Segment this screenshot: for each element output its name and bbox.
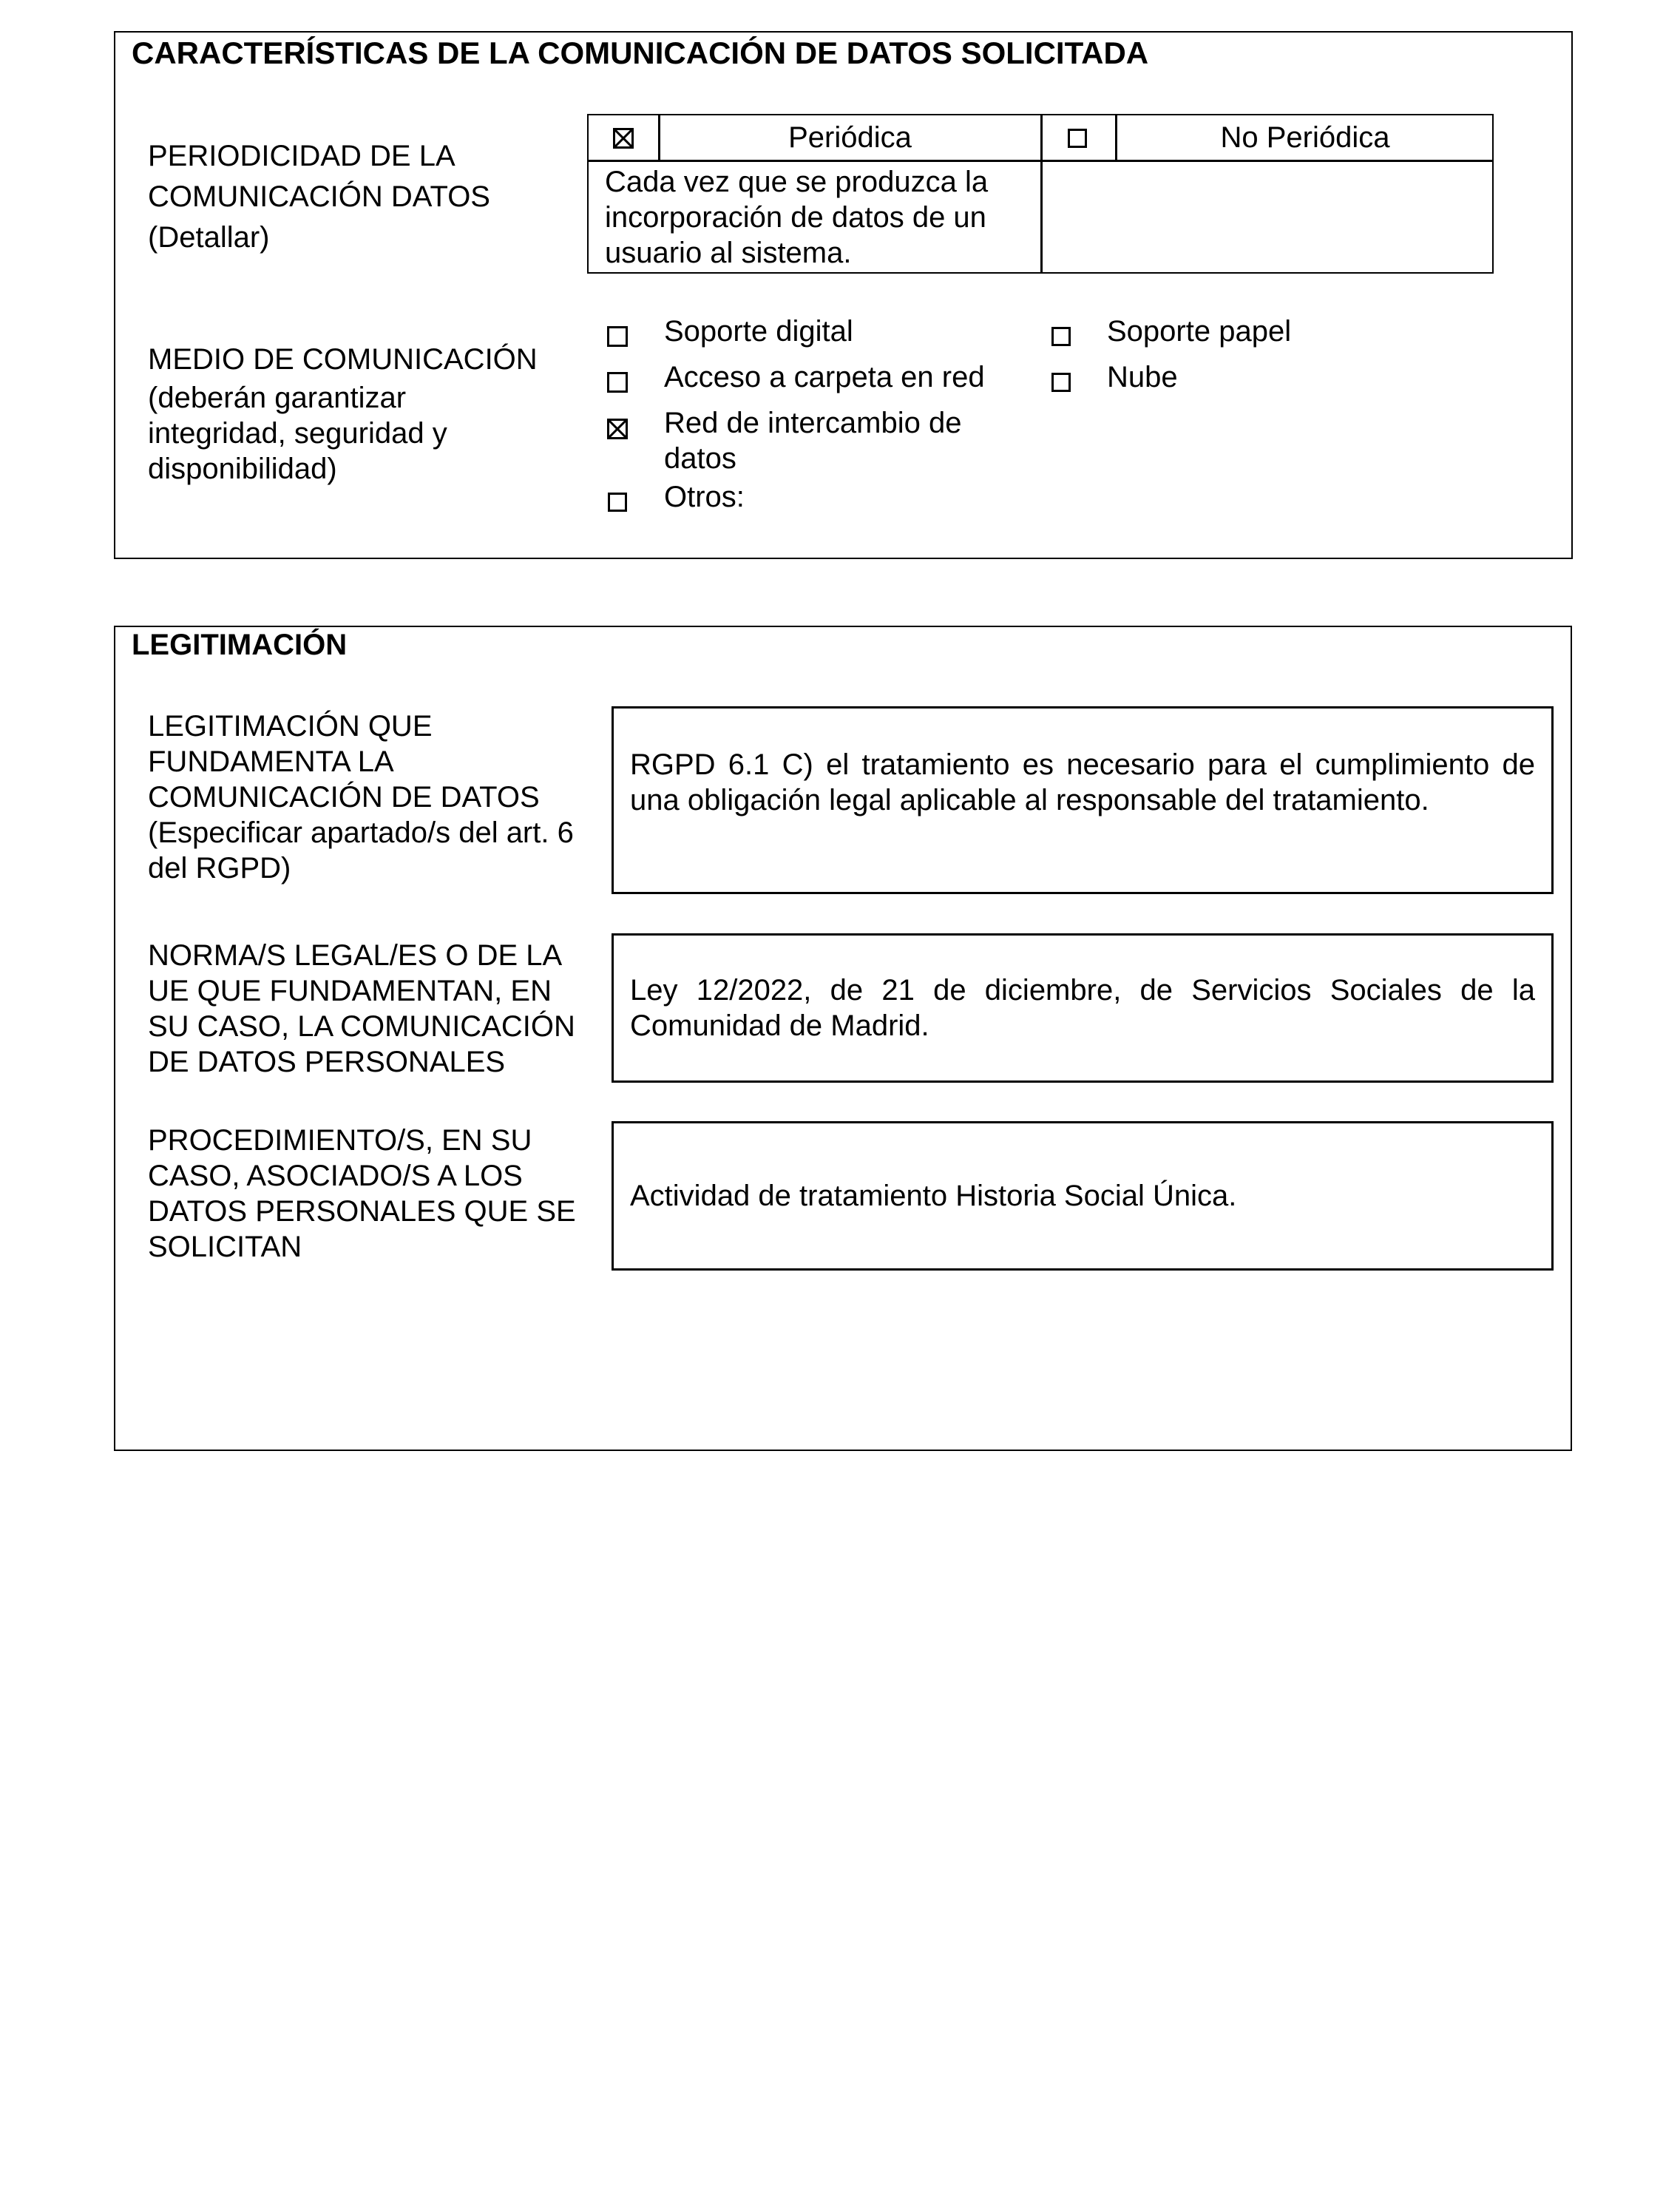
norma-legal-value-line: Ley 12/2022, de 21 de diciembre, de Servicios Sociales de la	[630, 974, 1535, 1007]
procedimiento-label-line: PROCEDIMIENTO/S, EN SU	[148, 1124, 532, 1157]
soporte-papel-checkbox[interactable]	[1051, 327, 1071, 346]
medio-label-line: MEDIO DE COMUNICACIÓN	[148, 343, 538, 376]
acceso-carpeta-red-checkbox[interactable]	[607, 372, 628, 393]
legitimacion-value-line: una obligación legal aplicable al responsable del tratamiento.	[630, 784, 1429, 816]
acceso-carpeta-red-label: Acceso a carpeta en red	[664, 361, 985, 393]
soporte-digital-label: Soporte digital	[664, 315, 853, 348]
periodica-detail-line: usuario al sistema.	[605, 237, 852, 269]
nube-label: Nube	[1107, 361, 1178, 393]
medio-label-line: integridad, seguridad y	[148, 417, 447, 450]
procedimiento-value	[630, 1178, 1535, 1214]
red-intercambio-label	[664, 405, 961, 476]
legitimacion-label	[148, 708, 606, 886]
norma-legal-value-box	[612, 933, 1554, 1083]
norma-legal-value-line: Comunidad de Madrid.	[630, 1009, 929, 1042]
legitimacion-value-line: RGPD 6.1 C) el tratamiento es necesario para el cumplimiento de	[630, 748, 1535, 781]
nube-checkbox[interactable]	[1051, 373, 1071, 392]
periodica-detail	[605, 164, 1034, 271]
no-periodica-checkbox[interactable]	[1068, 129, 1087, 148]
procedimiento-label-line: CASO, ASOCIADO/S A LOS	[148, 1160, 523, 1192]
periodica-checkbox[interactable]	[613, 128, 634, 149]
norma-legal-value	[630, 973, 1535, 1044]
legitimacion-label-line: FUNDAMENTA LA	[148, 745, 394, 778]
otros-checkbox[interactable]	[608, 493, 627, 512]
legitimacion-value	[630, 747, 1535, 818]
periodicidad-table	[587, 114, 1494, 274]
table-col-divider	[1040, 115, 1043, 272]
medio-label-line: (deberán garantizar	[148, 382, 407, 414]
periodica-detail-line: incorporación de datos de un	[605, 201, 986, 234]
legitimacion-label-line: (Especificar apartado/s del art. 6	[148, 816, 574, 849]
legitimacion-label-line: COMUNICACIÓN DE DATOS	[148, 781, 540, 814]
red-intercambio-checkbox[interactable]	[607, 419, 628, 439]
norma-legal-label	[148, 938, 606, 1080]
section-legitimacion-title: LEGITIMACIÓN	[132, 629, 348, 661]
norma-legal-label-line: DE DATOS PERSONALES	[148, 1046, 506, 1078]
red-intercambio-label-line: Red de intercambio de	[664, 407, 962, 439]
red-intercambio-label-line: datos	[664, 442, 736, 475]
soporte-digital-checkbox[interactable]	[607, 326, 628, 347]
periodicidad-label	[148, 136, 532, 258]
periodicidad-label-line: COMUNICACIÓN DATOS	[148, 180, 490, 213]
procedimiento-value-box	[612, 1121, 1554, 1271]
legitimacion-label-line: del RGPD)	[148, 852, 291, 885]
legitimacion-label-line: LEGITIMACIÓN QUE	[148, 710, 433, 743]
norma-legal-label-line: SU CASO, LA COMUNICACIÓN	[148, 1010, 575, 1043]
no-periodica-label: No Periódica	[1220, 121, 1390, 154]
otros-label: Otros:	[664, 481, 745, 513]
norma-legal-label-line: UE QUE FUNDAMENTAN, EN	[148, 975, 552, 1007]
procedimiento-label	[148, 1123, 606, 1265]
periodicidad-label-line: (Detallar)	[148, 221, 270, 254]
periodica-label: Periódica	[788, 121, 912, 154]
procedimiento-value-line: Actividad de tratamiento Historia Social Única.	[630, 1180, 1237, 1212]
medio-label-line: disponibilidad)	[148, 453, 337, 485]
norma-legal-label-line: NORMA/S LEGAL/ES O DE LA	[148, 939, 563, 972]
procedimiento-label-line: SOLICITAN	[148, 1231, 302, 1263]
legitimacion-value-box	[612, 706, 1554, 894]
medio-label	[148, 342, 562, 487]
procedimiento-label-line: DATOS PERSONALES QUE SE	[148, 1195, 576, 1228]
periodicidad-label-line: PERIODICIDAD DE LA	[148, 140, 455, 172]
periodica-detail-line: Cada vez que se produzca la	[605, 166, 989, 198]
soporte-papel-label: Soporte papel	[1107, 315, 1292, 348]
section-caracteristicas-title: CARACTERÍSTICAS DE LA COMUNICACIÓN DE DATOS SOLICITADA	[132, 35, 1149, 70]
